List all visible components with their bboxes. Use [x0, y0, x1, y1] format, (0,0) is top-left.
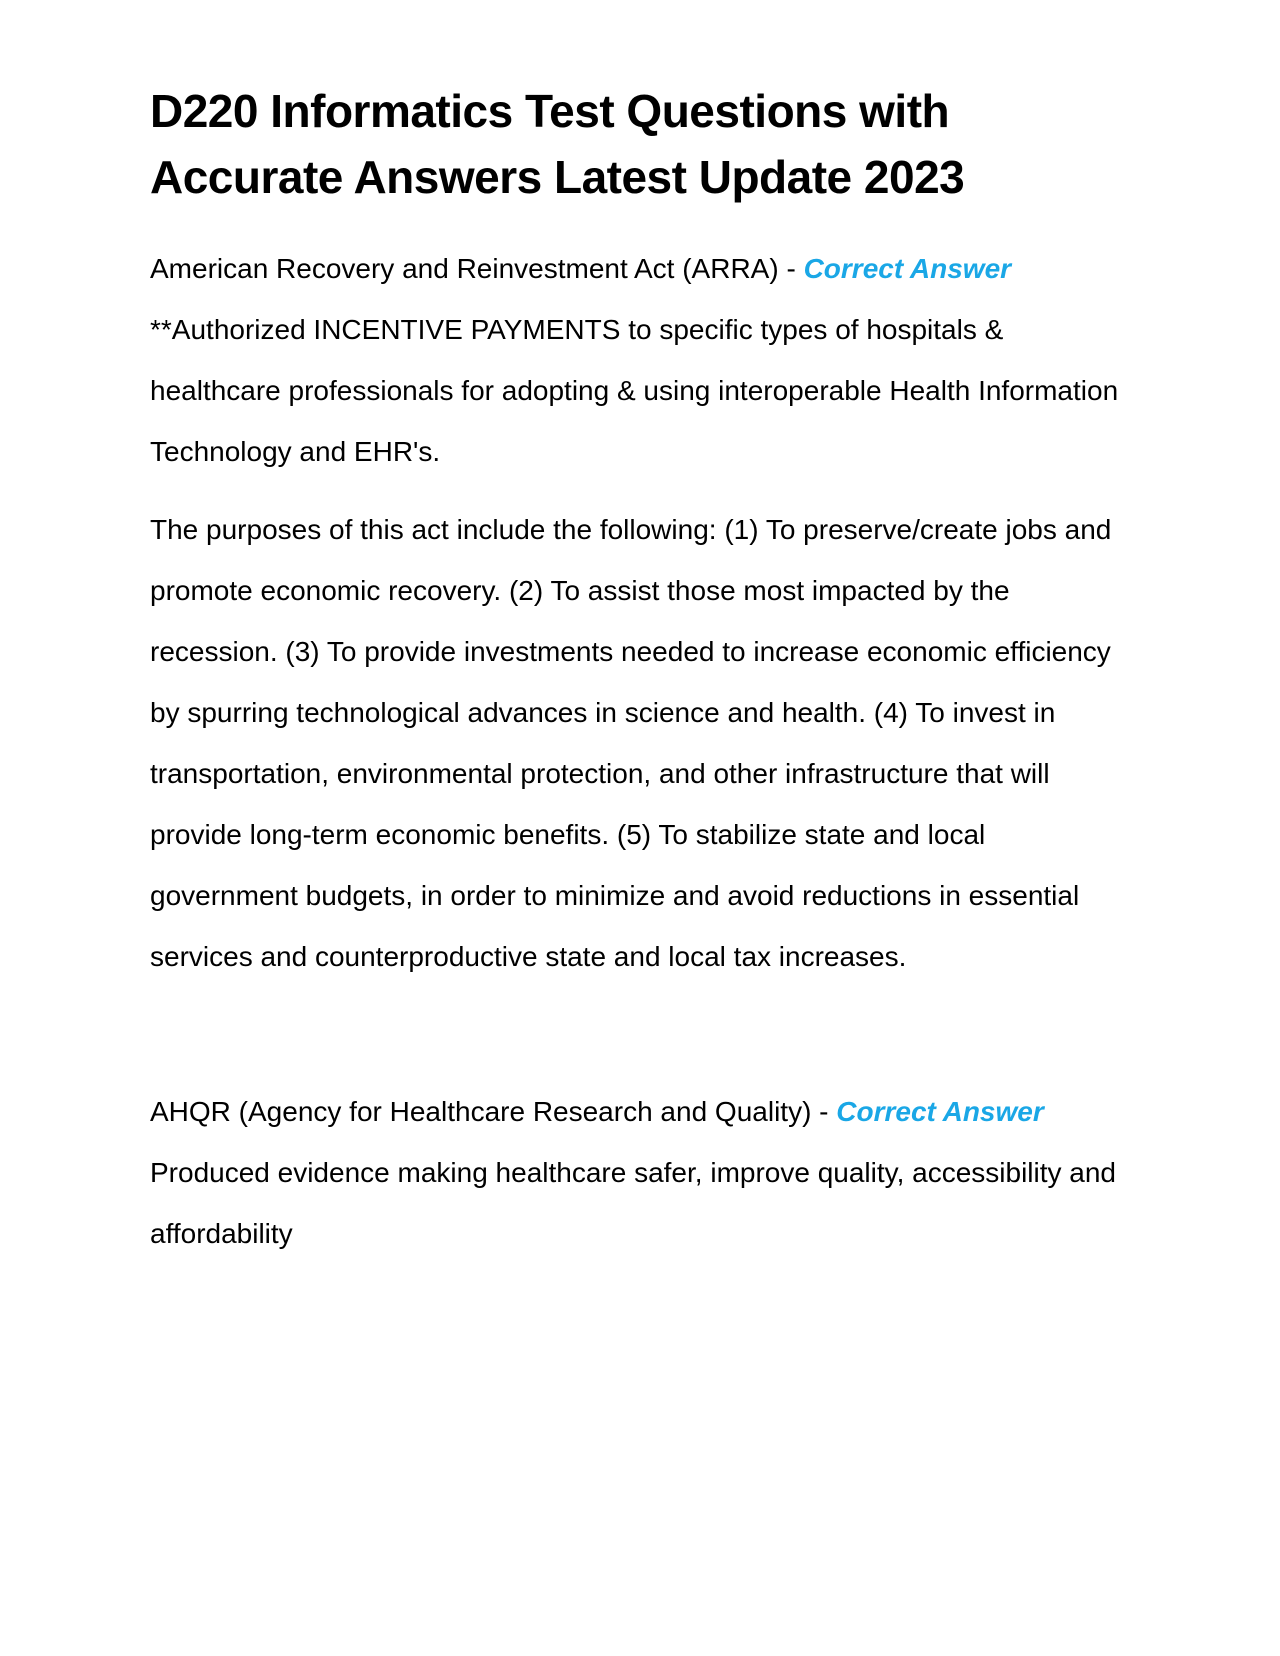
- qa-answer-paragraph: **Authorized INCENTIVE PAYMENTS to specific types of hospitals & healthcare professionals for adopting & using interoperable Health Information Technology and EHR's.: [150, 314, 1119, 467]
- qa-separator: -: [811, 1096, 837, 1127]
- qa-separator: -: [778, 253, 804, 284]
- correct-answer-label: Correct Answer: [836, 1096, 1044, 1127]
- qa-term-line: [150, 1081, 1130, 1142]
- qa-entry-arra: [150, 238, 1130, 987]
- qa-term: American Recovery and Reinvestment Act (ARRA): [150, 253, 779, 284]
- qa-entry-ahqr: [150, 1081, 1130, 1264]
- correct-answer-label: Correct Answer: [803, 253, 1012, 284]
- document-title: D220 Informatics Test Questions with Accurate Answers Latest Update 2023: [150, 85, 965, 203]
- qa-answer-paragraph: The purposes of this act include the following: (1) To preserve/create jobs and promote economic recovery. (2) To assist those most impacted by the recession. (3) To provide investments needed to increase economic efficiency by spurring technological advances in science and health. (4) To invest in transportation, environmental protection, and other infrastructure that will provide long-term economic benefits. (5) To stabilize state and local government budgets, in order to minimize and avoid reductions in essential services and counterproductive state and local tax increases.: [150, 514, 1112, 972]
- qa-term-line: [150, 238, 1130, 299]
- qa-answer-paragraph: Produced evidence making healthcare safer, improve quality, accessibility and affordability: [150, 1157, 1116, 1249]
- document-page: [150, 78, 1130, 1264]
- qa-term: AHQR (Agency for Healthcare Research and Quality): [150, 1096, 812, 1127]
